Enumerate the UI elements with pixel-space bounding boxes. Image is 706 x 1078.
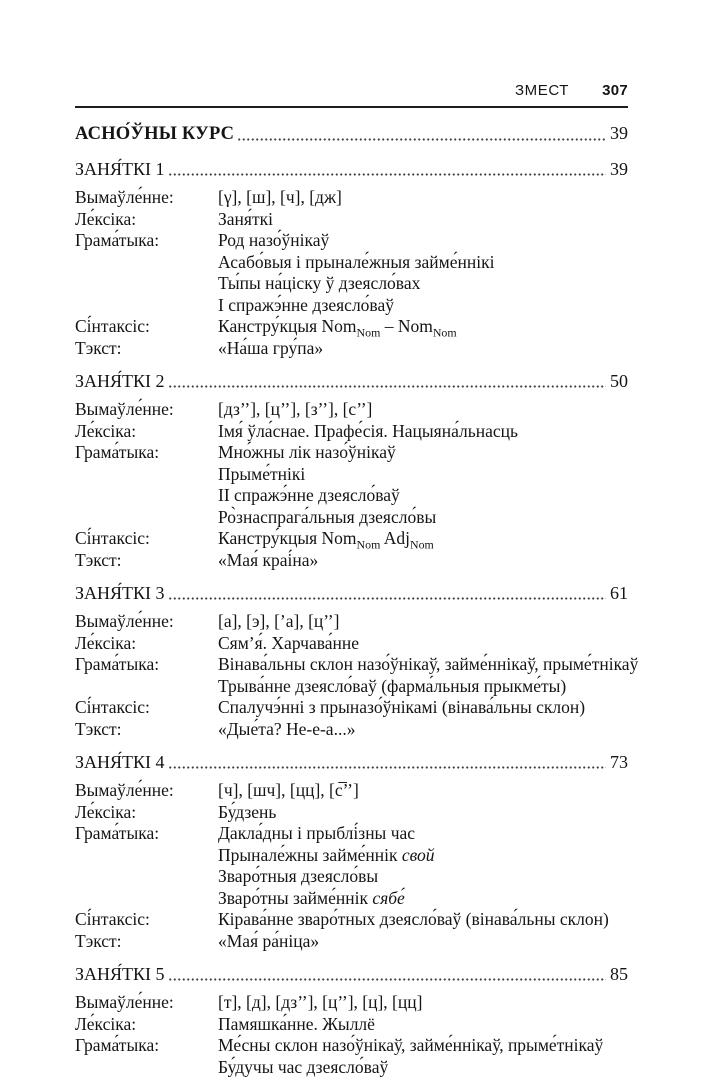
row-lines [218, 823, 628, 909]
row-label: Тэкст: [75, 719, 218, 741]
row-line-text: Мно́жны лік назо́ўнікаў [218, 442, 628, 464]
row-line-text: Зваро́тны займе́ннік сябе́ [218, 888, 628, 910]
toc-section [75, 371, 628, 571]
section-title: ЗАНЯ́ТКІ 4 [75, 752, 165, 773]
toc-row [75, 1014, 628, 1036]
toc-row [75, 992, 628, 1014]
row-line-text: Ме́сны склон назо́ўнікаў, займе́ннікаў, прыме́тнікаў [218, 1035, 628, 1057]
row-label: Сі́нтаксіс: [75, 316, 218, 338]
section-rows [75, 780, 628, 952]
section-page-number: 39 [610, 159, 628, 180]
toc-section [75, 964, 628, 1078]
toc-row [75, 802, 628, 824]
row-line-text: [т], [д], [дз’’], [ц’’], [ц], [цц] [218, 992, 628, 1014]
row-line-text: Канстру́кцыя Nom$_{Nom}$ – Nom$_{Nom}$ [218, 316, 628, 338]
toc-row [75, 550, 628, 572]
toc-row [75, 719, 628, 741]
row-line-text: «Мая́ краі́на» [218, 550, 628, 572]
row-line-text: Дакла́дны і прыблі́зны час [218, 823, 628, 845]
toc-row [75, 442, 628, 528]
section-entry [75, 371, 628, 392]
row-line-text: Заня́ткі [218, 209, 628, 231]
row-lines [218, 1014, 628, 1036]
toc-row [75, 611, 628, 633]
row-label: Сі́нтаксіс: [75, 697, 218, 719]
row-lines [218, 528, 628, 550]
section-entry [75, 752, 628, 773]
row-lines [218, 338, 628, 360]
row-lines [218, 654, 638, 697]
running-head-title: ЗМЕСТ [515, 82, 569, 99]
row-line-text: [а], [э], [’а], [ц’’] [218, 611, 628, 633]
row-line-text: «На́ша гру́па» [218, 338, 628, 360]
row-label: Вымаўле́нне: [75, 399, 218, 421]
toc-row [75, 399, 628, 421]
row-line-text: Ты́пы на́ціску ў дзеясло́вах [218, 273, 628, 295]
dot-leader [168, 765, 606, 770]
row-lines [218, 399, 628, 421]
row-lines [218, 209, 628, 231]
row-label: Ле́ксіка: [75, 633, 218, 655]
toc-section [75, 159, 628, 359]
row-line-text: Зваро́тныя дзеясло́вы [218, 866, 628, 888]
dot-leader [168, 172, 606, 177]
row-line-text: Прыме́тнікі [218, 464, 628, 486]
row-line-text: Ро̀знаспрага́льныя дзеясло́вы [218, 507, 628, 529]
row-label: Грама́тыка: [75, 823, 218, 909]
section-title: ЗАНЯ́ТКІ 5 [75, 964, 165, 985]
section-title: ЗАНЯ́ТКІ 3 [75, 583, 165, 604]
row-lines [218, 719, 628, 741]
running-head [75, 82, 628, 106]
row-lines [218, 992, 628, 1014]
row-lines [218, 931, 628, 953]
row-line-text: Трыва́нне дзеясло́ваў (фарма́льныя прыкме́ты) [218, 676, 638, 698]
toc-row [75, 209, 628, 231]
row-lines [218, 909, 628, 931]
row-lines [218, 802, 628, 824]
course-heading-entry [75, 123, 628, 145]
section-rows [75, 611, 628, 740]
row-line-text: Бу́дучы час дзеясло́ваў [218, 1057, 628, 1078]
toc-row [75, 187, 628, 209]
section-page-number: 73 [610, 752, 628, 773]
row-line-text: [дз’’], [ц’’], [з’’], [с’’] [218, 399, 628, 421]
row-lines [218, 550, 628, 572]
row-line-text: Памяшка́нне. Жыллё [218, 1014, 628, 1036]
row-line-text: Асабо́выя і прынале́жныя займе́ннікі [218, 252, 628, 274]
page-number: 307 [602, 82, 628, 99]
toc-row [75, 654, 628, 697]
row-line-text: Канстру́кцыя Nom$_{Nom}$ Adj$_{Nom}$ [218, 528, 628, 550]
row-lines [218, 697, 628, 719]
toc-row [75, 338, 628, 360]
row-label: Грама́тыка: [75, 442, 218, 528]
toc-row [75, 528, 628, 550]
section-page-number: 61 [610, 583, 628, 604]
row-lines [218, 442, 628, 528]
row-line-text: ІІ спражэ́нне дзеясло́ваў [218, 485, 628, 507]
dot-leader [168, 384, 606, 389]
row-lines [218, 611, 628, 633]
section-rows [75, 399, 628, 571]
section-entry [75, 583, 628, 604]
row-label: Вымаўле́нне: [75, 187, 218, 209]
row-label: Тэкст: [75, 338, 218, 360]
toc-row [75, 931, 628, 953]
toc-row [75, 909, 628, 931]
row-lines [218, 230, 628, 316]
row-line-text: Кірава́нне зваро́тных дзеясло́ваў (вінава́льны склон) [218, 909, 628, 931]
toc-row [75, 1035, 628, 1078]
row-lines [218, 633, 628, 655]
dot-leader [168, 596, 606, 601]
row-line-text: [ч], [шч], [цц], [с̅’’] [218, 780, 628, 802]
row-lines [218, 187, 628, 209]
row-label: Вымаўле́нне: [75, 611, 218, 633]
row-lines [218, 1035, 628, 1078]
row-label: Ле́ксіка: [75, 1014, 218, 1036]
row-line-text: І спражэ́нне дзеясло́ваў [218, 295, 628, 317]
course-heading-page: 39 [610, 123, 628, 144]
row-lines [218, 780, 628, 802]
row-label: Тэкст: [75, 931, 218, 953]
toc-row [75, 421, 628, 443]
row-label: Ле́ксіка: [75, 421, 218, 443]
course-heading-title: АСНО́ЎНЫ КУРС [75, 124, 234, 145]
row-label: Грама́тыка: [75, 1035, 218, 1078]
row-label: Грама́тыка: [75, 654, 218, 697]
toc-row [75, 633, 628, 655]
toc-section [75, 583, 628, 740]
row-line-text: Род назо́ўнікаў [218, 230, 628, 252]
section-rows [75, 187, 628, 359]
row-line-text: «Дые́та? Не-е-а...» [218, 719, 628, 741]
row-label: Грама́тыка: [75, 230, 218, 316]
row-label: Ле́ксіка: [75, 802, 218, 824]
dot-leader [237, 137, 606, 142]
toc-sections [75, 159, 628, 1078]
row-line-text: «Мая́ ра́ніца» [218, 931, 628, 953]
toc-row [75, 823, 628, 909]
section-page-number: 50 [610, 371, 628, 392]
row-line-text: Бу́дзень [218, 802, 628, 824]
toc-row [75, 697, 628, 719]
row-label: Вымаўле́нне: [75, 992, 218, 1014]
section-entry [75, 159, 628, 180]
row-line-text: [γ], [ш], [ч], [дж] [218, 187, 628, 209]
row-label: Сі́нтаксіс: [75, 909, 218, 931]
toc-row [75, 230, 628, 316]
section-title: ЗАНЯ́ТКІ 2 [75, 371, 165, 392]
row-lines [218, 421, 628, 443]
toc-row [75, 316, 628, 338]
row-label: Вымаўле́нне: [75, 780, 218, 802]
section-entry [75, 964, 628, 985]
row-line-text: Вінава́льны склон назо́ўнікаў, займе́ннікаў, прыме́тнікаў [218, 654, 638, 676]
row-line-text: Спалучэ́нні з прыназо́ўнікамі (вінава́льны склон) [218, 697, 628, 719]
row-label: Тэкст: [75, 550, 218, 572]
toc-section [75, 752, 628, 952]
section-title: ЗАНЯ́ТКІ 1 [75, 159, 165, 180]
row-line-text: Імя́ ўла́снае. Прафе́сія. Нацыяна́льнасць [218, 421, 628, 443]
row-label: Сі́нтаксіс: [75, 528, 218, 550]
row-line-text: Сям’я́. Харчава́нне [218, 633, 628, 655]
header-rule [75, 106, 628, 108]
row-label: Ле́ксіка: [75, 209, 218, 231]
section-rows [75, 992, 628, 1078]
row-lines [218, 316, 628, 338]
dot-leader [168, 977, 606, 982]
row-line-text: Прынале́жны займе́ннік свой [218, 845, 628, 867]
section-page-number: 85 [610, 964, 628, 985]
toc-row [75, 780, 628, 802]
